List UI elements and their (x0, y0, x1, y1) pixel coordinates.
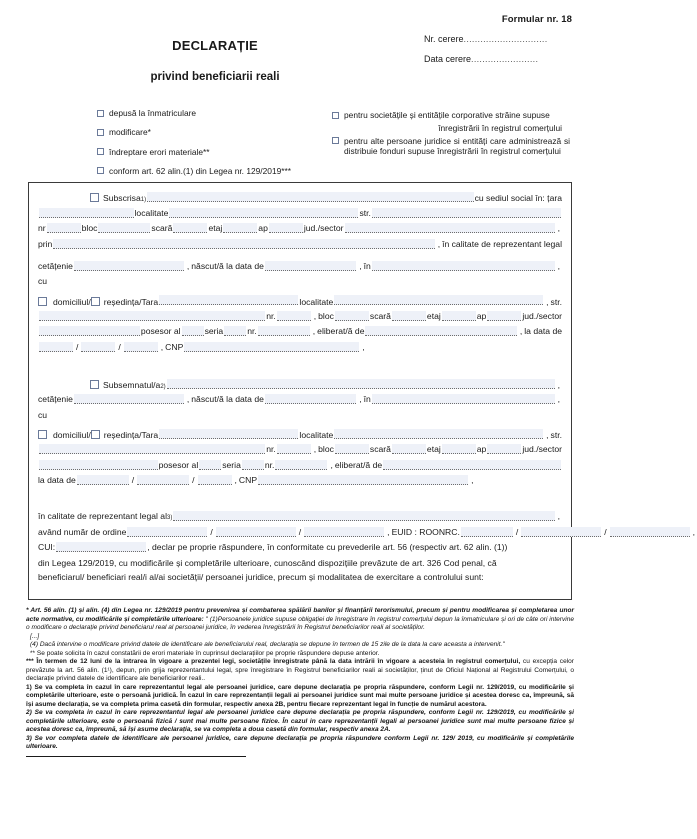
ap-domiciliu-input-2[interactable] (487, 444, 521, 454)
request-number-label: Nr. cerere (424, 34, 464, 44)
nascut-la-data-label: născut/ă la data de (191, 394, 264, 405)
slash-separator: / (118, 341, 121, 352)
slash-separator: / (298, 526, 302, 537)
slash-separator: / (76, 341, 79, 352)
comma-separator: , (437, 238, 441, 249)
subsemnatul-name-input[interactable] (167, 379, 555, 389)
checkbox-icon[interactable] (97, 110, 104, 117)
subsemnatul-label: Subsemnatul/a (103, 379, 161, 390)
euid-label: EUID : ROONRC. (391, 526, 460, 537)
ap-input[interactable] (269, 223, 303, 233)
scara-label: scară (369, 444, 391, 455)
domiciliu-adresa-line-1 (38, 312, 562, 322)
checkbox-indreptare-erori[interactable] (97, 147, 327, 158)
in-label: în (363, 260, 371, 271)
prin-label: prin (38, 238, 53, 249)
subscrisa-line (38, 192, 562, 203)
eliberat-de-label: eliberat/ă de (317, 326, 365, 337)
nr-label: nr. (266, 444, 276, 455)
declaratie-text-2: din Legea 129/2019, cu modificările și completările ulterioare, cunoscând dispozițiile prevăzute de art. 326 Cod penal, că (38, 557, 497, 568)
declaratie-line-2 (38, 559, 562, 568)
localitate-input[interactable] (169, 208, 358, 218)
comma-separator: , (312, 326, 316, 337)
localitate-label: localitate (299, 296, 334, 307)
prin-line (38, 240, 562, 250)
localitate-domiciliu-input[interactable] (334, 295, 543, 305)
an-input[interactable] (124, 342, 158, 352)
checkbox-icon[interactable] (97, 167, 104, 174)
checkbox-resedinta-icon-2[interactable] (91, 430, 100, 439)
footnote-asterisk-rest: " (1)Persoanele juridice supuse obligației de înregistrare în registrul comerțului depun la înmatriculare și ori de câte ori intervine o modificare o declarație privind beneficiarul real al persoanei juridice, în vederea înregistrării în Registrul beneficiarilor reali al societăților. (26, 615, 574, 631)
footnote-1: 1) Se va completa în cazul în care reprezentantul legal ale persoanei juridice, care depune declarația pe propria răspundere, conform Legii nr. 129/2019, cu modificările și completările ulterioare, este o persoană juridică. În cazul în care reprezentanții legali ai persoanei juridice sunt mai multe persoane juridice și acestea doresc ca, împreună, să își asume declarația, se va completa prima casetă din formular, respectiv anexa 2B, pentru fiecare reprezentant legal în funcție de numărul acestora. (26, 683, 574, 708)
jud-sector-label: jud./sector (522, 444, 562, 455)
cnp-input-2[interactable] (258, 475, 468, 485)
footnote-asterisk (26, 607, 574, 633)
strada-domiciliu-input-2[interactable] (39, 444, 265, 454)
localitate-domiciliu-input-2[interactable] (334, 429, 543, 439)
comma-separator: , (186, 260, 190, 271)
checkbox-label: modificare* (109, 127, 151, 138)
checkbox-column-left (97, 108, 327, 185)
checkbox-label: pentru alte persoane juridice si entități care administrează si distribuie fonduri supuse înregistrării în registrul comerțului (344, 135, 570, 157)
comma-separator: , (546, 296, 549, 307)
sediu-localitate-line (38, 209, 562, 219)
footnotes-section (26, 607, 574, 752)
zi-input-2[interactable] (77, 475, 129, 485)
scara-input[interactable] (173, 223, 207, 233)
strada-domiciliu-input[interactable] (39, 311, 265, 321)
str-label: str. (550, 296, 562, 307)
page-title: DECLARAȚIE (172, 38, 258, 53)
cui-input[interactable] (56, 542, 146, 552)
cnp-label: CNP (165, 341, 184, 352)
cetatenie-line-2 (38, 395, 562, 405)
comma-separator: , (557, 223, 560, 233)
scara-domiciliu-input-2[interactable] (392, 444, 426, 454)
cnp-line-2 (38, 476, 562, 486)
footnote-ellipsis: [...] (30, 632, 40, 640)
eliberat-de-label: eliberat/ă de (334, 459, 383, 470)
checkbox-subsemnatul-icon[interactable] (90, 380, 99, 389)
nr-label: nr. (266, 310, 276, 321)
slash-separator: / (192, 475, 195, 486)
etaj-domiciliu-input-2[interactable] (442, 444, 476, 454)
str-label: str. (550, 430, 562, 441)
checkbox-icon[interactable] (97, 148, 104, 155)
bloc-domiciliu-input[interactable] (335, 311, 369, 321)
comma-separator: , (330, 459, 333, 470)
tara-input[interactable] (39, 208, 134, 218)
loc-nastere-input[interactable] (372, 261, 555, 271)
domiciliu-line-2 (38, 429, 562, 440)
scara-domiciliu-input[interactable] (392, 311, 426, 321)
declaratie-line-3 (38, 573, 562, 582)
seria-label: seria (204, 326, 224, 337)
reprezentant-legal-al-input[interactable] (173, 511, 554, 521)
posesor-al-label: posesor al (140, 326, 181, 337)
comma-separator: , (160, 341, 164, 352)
checkbox-label-continued: înregistrării în registrul comerțului (438, 122, 562, 133)
subsemnatul-line (38, 379, 562, 390)
checkbox-icon[interactable] (97, 129, 104, 136)
act-identitate-line-2 (38, 461, 562, 471)
numar-ordine-p2-input[interactable] (216, 527, 296, 537)
comma-separator: , (557, 379, 560, 390)
comma-separator: , (362, 341, 365, 352)
declaration-type-checkboxes (0, 104, 600, 182)
footnote-asterisk-bold: * Art. 56 alin. (1) și alin. (4) din Legea nr. 129/2019 pentru prevenirea și combaterea spălării banilor și finanțării terorismului, precum și pentru modificarea și completarea unor acte normative, cu modificările și completările ulterioare: (26, 607, 574, 623)
domiciliul-label: domiciliul/ (53, 296, 91, 307)
rep-legal-footnote-ref: 3) (167, 515, 173, 522)
reprezentant-legal-al-line (38, 512, 562, 522)
nr-domiciliu-input[interactable] (277, 311, 311, 321)
slash-separator: / (515, 526, 519, 537)
etaj-label: etaj (426, 310, 441, 321)
request-date-row (402, 54, 572, 64)
form-number: Formular nr. 18 (501, 14, 572, 25)
numar-ordine-euid-line (38, 526, 696, 538)
nr-label: nr (38, 223, 46, 233)
cetatenie-label: cetățenie (38, 394, 73, 405)
la-data-de-label: la data de (524, 326, 562, 337)
cetatenie-line-1 (38, 262, 562, 272)
ap-label: ap (476, 444, 487, 455)
footnote-triple-asterisk (26, 658, 574, 684)
comma-separator: , (359, 260, 362, 271)
footnote-alin4: (4) Dacă intervine o modificare privind datele de identificare ale beneficiarului real, declarația se depune în termen de 15 zile de la data la care aceasta a intervenit." (30, 641, 505, 648)
jud-sector-label: jud./sector (522, 310, 562, 321)
comma-separator: , (234, 475, 237, 486)
act-identitate-line-1 (38, 327, 562, 337)
checkbox-label: conform art. 62 alin.(1) din Legea nr. 129/2019*** (109, 165, 292, 176)
tara-domiciliu-input-2[interactable] (159, 429, 298, 439)
strada-input[interactable] (372, 208, 561, 218)
tara-domiciliu-input[interactable] (159, 295, 298, 305)
etaj-label: etaj (208, 223, 223, 233)
in-calitate-reprezentant-legal-label: în calitate de reprezentant legal (442, 238, 562, 249)
etaj-input[interactable] (223, 223, 257, 233)
comma-separator: , (557, 260, 560, 271)
bloc-label: bloc (318, 444, 334, 455)
ap-label: ap (258, 223, 268, 233)
prin-input[interactable] (53, 239, 434, 249)
page-subtitle: privind beneficiarii reali (150, 71, 280, 83)
checkbox-alte-persoane-juridice[interactable] (332, 136, 570, 158)
slash-separator: / (210, 526, 213, 537)
bloc-domiciliu-input-2[interactable] (335, 444, 369, 454)
footnote-triple-rest: cu excepția celor prevăzute la art. 56 alin. (1¹), depun, prin grija reprezentantului legal, spre înregistrare în Registrul beneficiarilor reali ai societăților, ținut de Oficiul Național al Registrului Comerțului, o declarație privind datele de identificare ale beneficiarilor reali.. (26, 658, 574, 682)
footnote-3: 3) Se vor completa datele de identificare ale persoanei juridice, care depune declarația pe propria răspundere conform Legii nr. 129/ 2019, cu modificările și completările ulterioare. (26, 734, 574, 750)
cnp-input[interactable] (184, 342, 359, 352)
bloc-label: bloc (318, 310, 334, 321)
footnote-double-asterisk: ** Se poate solicita în cazul constatării de erori materiale în cuprinsul declarațiilor pe proprie răspundere depuse anterior. (30, 649, 380, 657)
seria-input-2[interactable] (242, 460, 264, 470)
checkbox-modificare[interactable] (97, 127, 327, 138)
numar-ordine-p1-input[interactable] (127, 527, 207, 537)
subscrisa-footnote-ref: 1) (140, 197, 147, 203)
euid-p2-input[interactable] (521, 527, 601, 537)
comma-separator: , (186, 394, 190, 405)
resedinta-tara-label: reședința/Tara (103, 296, 159, 307)
euid-p3-input[interactable] (610, 527, 690, 537)
resedinta-tara-label: reședința/Tara (103, 430, 159, 441)
act-tip-input[interactable] (182, 326, 204, 336)
loc-nastere-input-2[interactable] (372, 394, 555, 404)
eliberat-de-input-2[interactable] (383, 460, 561, 470)
numar-ordine-p3-input[interactable] (304, 527, 384, 537)
euid-p1-input[interactable] (461, 527, 513, 537)
subscrisa-name-input[interactable] (147, 192, 474, 202)
checkbox-label: îndreptare erori materiale** (109, 146, 210, 157)
declaratie-text-1: , declar pe proprie răspundere, în conformitate cu prevederile art. 56 (respectiv art. 62 alin. (1)) (147, 542, 508, 553)
jud-sector-input[interactable] (345, 223, 555, 233)
ap-label: ap (476, 310, 487, 321)
bottom-divider (26, 756, 246, 757)
comma-separator: , (519, 326, 523, 337)
cetatenie-label: cetățenie (38, 260, 73, 271)
comma-separator: , (557, 394, 560, 405)
nr-act-label: nr. (264, 459, 275, 470)
cu-label-2: cu (38, 409, 48, 420)
nr-domiciliu-input-2[interactable] (277, 444, 311, 454)
slash-separator: / (131, 475, 135, 486)
request-date-dots[interactable]: ........................ (471, 54, 539, 64)
footnote-triple-bold: *** În termen de 12 luni de la intrarea în vigoare a prezentei legi, societățile înregistrate până la data intrării în vigoare a acesteia în registrul comerțului, (26, 658, 521, 665)
subsemnatul-footnote-ref: 2) (160, 383, 166, 390)
in-label: în (363, 394, 371, 405)
posesor-al-label: posesor al (158, 459, 199, 470)
checkbox-resedinta-icon[interactable] (91, 297, 100, 306)
scara-label: scară (369, 310, 391, 321)
nr-act-label: nr. (247, 326, 257, 337)
slash-separator: / (604, 526, 607, 537)
nr-input[interactable] (47, 223, 81, 233)
checkbox-conform-art62[interactable] (97, 166, 327, 177)
request-number-dots[interactable]: .............................. (463, 34, 548, 44)
in-calitate-reprezentant-legal-al-label: în calitate de reprezentant legal al (38, 511, 167, 522)
comma-separator: , (557, 511, 560, 522)
comma-separator: , (387, 526, 390, 537)
luna-input[interactable] (81, 342, 115, 352)
checkbox-depusa-inmatriculare[interactable] (97, 108, 327, 119)
localitate-label: localitate (299, 430, 334, 441)
checkbox-icon[interactable] (332, 112, 339, 119)
comma-separator: , (313, 310, 317, 321)
comma-separator: , (471, 475, 474, 486)
cetatenie-input[interactable] (74, 261, 184, 271)
checkbox-domiciliu-icon-2[interactable] (38, 430, 47, 439)
domiciliu-line-1 (38, 296, 562, 307)
seria-input[interactable] (224, 326, 246, 336)
jud-sector-domiciliu-input-2[interactable] (39, 460, 158, 470)
document-header (0, 0, 600, 100)
cetatenie-input-2[interactable] (74, 394, 184, 404)
declaration-form-box (28, 182, 696, 600)
cu-label-1: cu (38, 276, 48, 286)
domiciliul-label: domiciliul/ (53, 430, 91, 441)
nascut-la-data-label: născut/ă la data de (191, 260, 264, 271)
sediu-adresa-line (38, 224, 562, 234)
checkbox-label: pentru societățile și entitățile corporative străine supuse (344, 110, 550, 120)
scara-label: scară (151, 223, 173, 233)
comma-separator: , (313, 444, 317, 455)
etaj-label: etaj (426, 444, 441, 455)
ap-domiciliu-input[interactable] (487, 311, 521, 321)
luna-input-2[interactable] (137, 475, 189, 485)
domiciliu-adresa-line-2 (38, 445, 562, 455)
footnote-2: 2) Se va completa in cazul în care reprezentantul legal ale persoanei juridice care depune declarația pe propria răspundere, conform Legii nr. 129/2019, cu modificările și completările ulterioare, este o persoană fizică / sunt mai multe persoane fizice. În cazul in care reprezentanții legali ai persoanei juridice sunt mai multe persoane fizice și acestea doresc ca, împreună, să își asume declarația, se va completa a doua casetă din formular, respectiv anexa 2A. (26, 709, 574, 733)
declaratie-text-3: beneficiarul/ beneficiari real/i al/ai societății/ persoanei juridice, precum și modalitatea de exercitare a controlului sunt: (38, 571, 484, 582)
eliberat-de-input[interactable] (365, 326, 516, 336)
checkbox-label: depusă la înmatriculare (109, 108, 197, 118)
comma-separator: , (359, 394, 362, 405)
checkbox-domiciliu-icon[interactable] (38, 297, 47, 306)
request-date-label: Data cerere (424, 54, 472, 64)
nr-act-input-2[interactable] (275, 460, 327, 470)
str-label: str. (359, 207, 371, 218)
la-data-de-label: la data de (38, 475, 76, 486)
comma-separator: , (692, 526, 696, 537)
data-nastere-input[interactable] (265, 261, 356, 271)
subscrisa-label: Subscrisa (103, 193, 141, 203)
cui-declaratie-line (38, 543, 562, 553)
nr-act-input[interactable] (258, 326, 310, 336)
jud-sector-domiciliu-input[interactable] (39, 326, 140, 336)
cu-sediul-social-label: cu sediul social în: țara (474, 193, 562, 203)
etaj-domiciliu-input[interactable] (442, 311, 476, 321)
localitate-label: localitate (134, 207, 169, 218)
cui-label: CUI: (38, 542, 56, 553)
data-nastere-input-2[interactable] (265, 394, 356, 404)
checkbox-column-right (332, 110, 570, 166)
seria-label: seria (222, 459, 241, 470)
bloc-input[interactable] (98, 223, 150, 233)
cnp-label: CNP (238, 475, 258, 486)
act-tip-input-2[interactable] (199, 460, 221, 470)
checkbox-societati-straine[interactable] (332, 110, 570, 121)
checkbox-subscrisa-icon[interactable] (90, 193, 99, 202)
checkbox-societati-straine-line2 (332, 123, 570, 134)
cnp-line-1 (38, 343, 562, 353)
numar-ordine-label: având număr de ordine (38, 526, 127, 537)
jud-sector-label: jud./sector (303, 223, 344, 233)
comma-separator: , (546, 430, 549, 441)
an-input-2[interactable] (198, 475, 232, 485)
zi-input[interactable] (39, 342, 73, 352)
checkbox-icon[interactable] (332, 137, 339, 144)
bloc-label: bloc (81, 223, 98, 233)
